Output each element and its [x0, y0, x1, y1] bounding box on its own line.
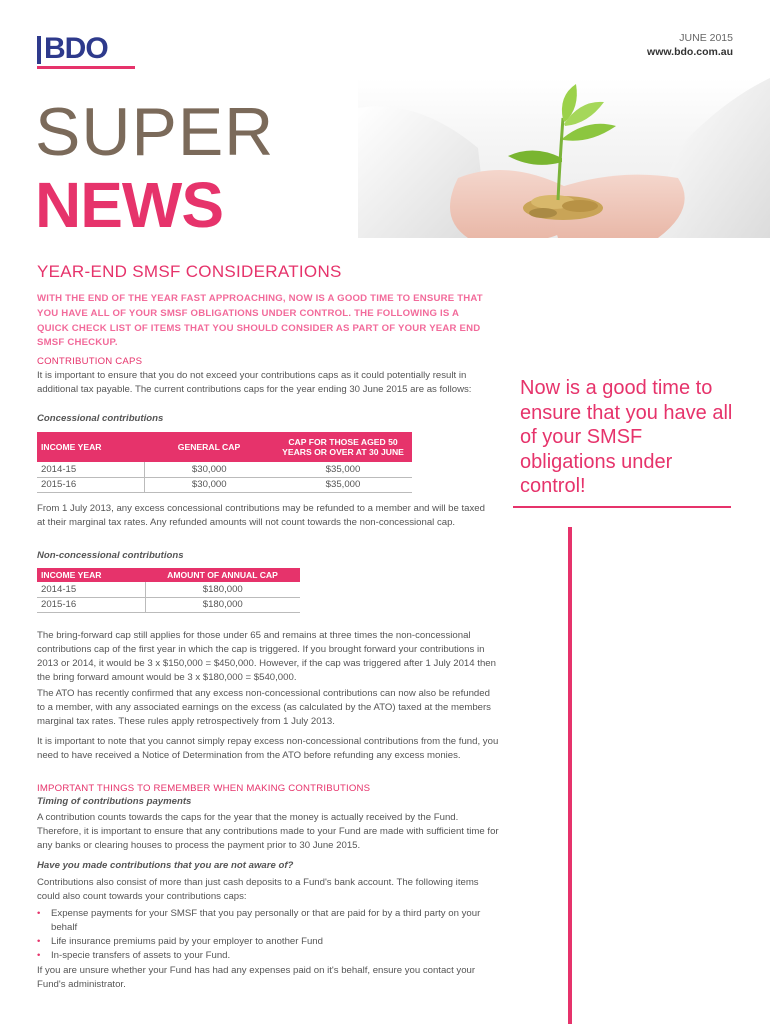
- hero-image: [358, 78, 770, 238]
- table-row: [37, 462, 412, 477]
- intro-paragraph: WITH THE END OF THE YEAR FAST APPROACHING, NOW IS A GOOD TIME TO ENSURE THAT YOU HAVE ALL OF YOUR SMSF OBLIGATIONS UNDER CONTROL. THE FOLLOWING IS A QUICK CHECK LIST OF ITEMS THAT YOU SHOULD CONSIDER AS PART OF YOUR YEAR END SMSF CHECKUP.: [37, 293, 483, 349]
- bdo-logo: [37, 32, 137, 70]
- table-header: GENERAL CAP: [144, 432, 274, 462]
- logo-bar: [37, 36, 41, 64]
- table-header: CAP FOR THOSE AGED 50 YEARS OR OVER AT 30 JUNE: [274, 432, 412, 462]
- closing-paragraph: If you are unsure whether your Fund has had any expenses paid on it's behalf, ensure you contact your Fund's administrator.: [37, 965, 476, 990]
- contribution-caps-heading: CONTRIBUTION CAPS: [37, 356, 143, 367]
- issue-date: JUNE 2015: [679, 32, 733, 44]
- article-heading: YEAR-END SMSF CONSIDERATIONS: [37, 262, 342, 281]
- caps-paragraph: It is important to ensure that you do not exceed your contributions caps as it could potentially result in additional tax payable. The current contributions caps for the year ending 30 June 2015 are as follows:: [37, 370, 472, 395]
- table-row: [37, 477, 412, 492]
- ato-paragraph: The ATO has recently confirmed that any excess non-concessional contributions can now also be refunded to a member, with any associated earnings on the excess (as calculated by the ATO) taxed at the members marginal tax rates. These rules apply retrospectively from 1 July 2013.: [37, 688, 491, 727]
- list-item: • In-specie transfers of assets to your Fund.: [37, 949, 507, 963]
- list-item: • Expense payments for your SMSF that you pay personally or that are paid for by a third party on your behalf: [37, 907, 507, 935]
- table-cell: $180,000: [145, 597, 300, 612]
- table-cell: $30,000: [144, 477, 274, 492]
- timing-heading: Timing of contributions payments: [37, 796, 192, 807]
- non-concessional-caps-table: [37, 568, 300, 613]
- table-cell: $30,000: [144, 462, 274, 477]
- logo-text: BDO: [44, 32, 108, 65]
- unaware-heading: Have you made contributions that you are not aware of?: [37, 860, 294, 871]
- list-item: • Life insurance premiums paid by your employer to another Fund: [37, 935, 507, 949]
- bring-forward-paragraph: The bring-forward cap still applies for those under 65 and remains at three times the non-concessional contributions cap of the first year in which the cap is triggered. If you brought forward your contributions in 2013 or 2014, it would be 3 x $150,000 = $450,000. However, if the cap was triggered after 1 July 2014 then the bring forward amount would be 3 x $180,000 = $540,000.: [37, 630, 496, 683]
- concessional-heading: Concessional contributions: [37, 413, 164, 424]
- table-cell: 2015-16: [37, 597, 145, 612]
- table-cell: 2015-16: [37, 477, 144, 492]
- table-cell: $35,000: [274, 477, 412, 492]
- table-row: [37, 597, 300, 612]
- pull-quote: Now is a good time to ensure that you have all of your SMSF obligations under control!: [520, 377, 733, 497]
- masthead-super: SUPER: [35, 94, 275, 170]
- table-header: AMOUNT OF ANNUAL CAP: [145, 568, 300, 582]
- table-header: INCOME YEAR: [37, 432, 144, 462]
- table-cell: $180,000: [145, 582, 300, 597]
- timing-paragraph: A contribution counts towards the caps for the year that the money is actually received by the Fund. Therefore, it is important to ensure that any contributions made to your Fund are made with sufficient time for any banks or clearing houses to process the payment prior to 30 June 2015.: [37, 812, 499, 851]
- non-concessional-heading: Non-concessional contributions: [37, 550, 184, 561]
- important-heading: IMPORTANT THINGS TO REMEMBER WHEN MAKING CONTRIBUTIONS: [37, 783, 371, 794]
- unaware-paragraph: Contributions also consist of more than just cash deposits to a Fund's bank account. The following items could also count towards your contributions caps:: [37, 877, 479, 902]
- logo-underline: [37, 66, 135, 69]
- table-cell: $35,000: [274, 462, 412, 477]
- website-link[interactable]: www.bdo.com.au: [647, 46, 733, 58]
- vertical-accent-bar: [568, 527, 572, 1024]
- table-header: INCOME YEAR: [37, 568, 145, 582]
- concessional-caps-table: [37, 432, 412, 493]
- repay-paragraph: It is important to note that you cannot simply repay excess non-concessional contributions from the fund, you need to have received a Notice of Determination from the ATO before refunding any excess monies.: [37, 736, 499, 761]
- table-cell: 2014-15: [37, 462, 144, 477]
- table-row: [37, 582, 300, 597]
- refund-paragraph: From 1 July 2013, any excess concessional contributions may be refunded to a member and will be taxed at their marginal tax rates. Any refunded amounts will not count towards the non-concessional cap.: [37, 503, 485, 528]
- pull-quote-underline: [513, 506, 731, 508]
- contribution-items-list: [37, 907, 507, 963]
- table-cell: 2014-15: [37, 582, 145, 597]
- masthead-news: NEWS: [35, 169, 223, 241]
